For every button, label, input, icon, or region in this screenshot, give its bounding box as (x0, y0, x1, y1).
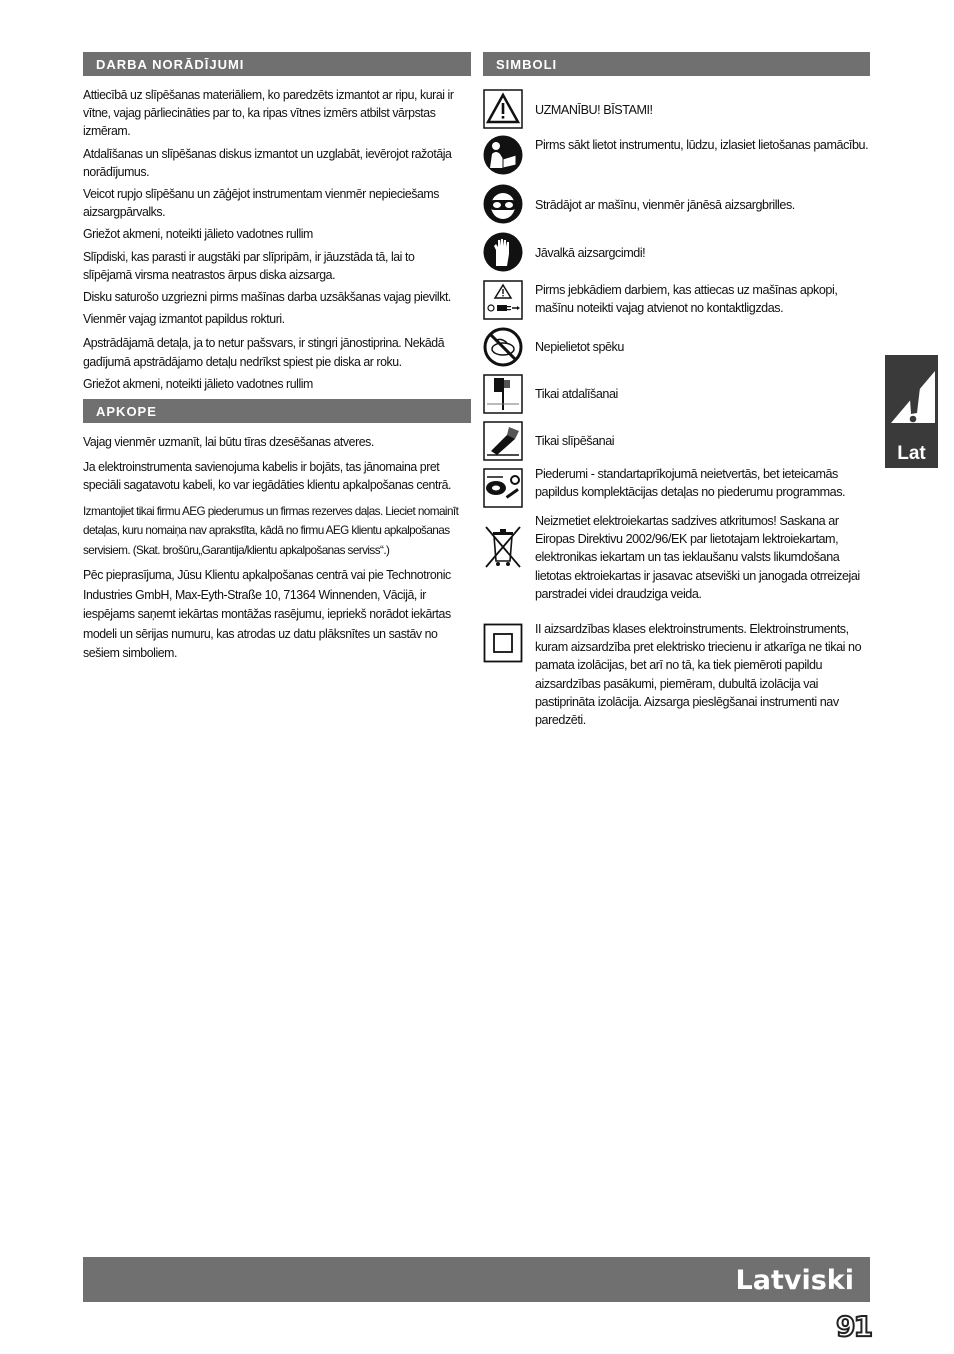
warning-exclamation-icon (887, 361, 937, 436)
paragraph: Izmantojiet tikai firmu AEG piederumus un firmas rezerves daļas. Lieciet nomainīt detaļas, kuru nomaiņa nav aprakstīta, kādā no firmu AEG klientu apkalpošanas servisiem. (Skat. brošūru„Garantija/klientu apkalpošanas serviss“.) (83, 503, 459, 557)
paragraph: Pēc pieprasījuma, Jūsu Klientu apkalpošanas centrā vai pie Technotronic Industries GmbH, Max-Eyth-Straße 10, 71364 Winnenden, Vācijā, ir iespējams saņemt iekārtas montāžas rasējumu, iepriekš norādot iekārtas modeli un sērijas numuru, kas atrodas uz datu plāksnītes un sastāv no sešiem simboliem. (83, 568, 451, 661)
symbol-row (483, 280, 870, 320)
symbol-text: Pirms sākt lietot instrumentu, lūdzu, izlasiet lietošanas pamācību. (535, 138, 869, 152)
symbols-column (483, 52, 870, 728)
paragraph: Ja elektroinstrumenta savienojuma kabelis ir bojāts, tas jānomaina pret speciāli sagatavotu kabeli, ko var iegādāties klientu apkalpošanas centrā. (83, 460, 452, 493)
section-heading-symbols: SIMBOLI (483, 52, 870, 76)
symbol-text: Pirms jebkādiem darbiem, kas attiecas uz mašīnas apkopi, mašīnu noteikti vajag atvienot no kontaktligzdas. (535, 283, 838, 316)
symbol-text: UZMANĪBU! BĪSTAMI! (535, 103, 653, 117)
page-number: 91 (836, 1310, 871, 1343)
symbol-row (483, 89, 870, 129)
symbol-text: II aizsardzības klases elektroinstruments. Elektroinstruments, kuram aizsardzība pret elektrisko triecienu ir atkarīga ne tikai no pamata izolācijas, bet arī no tā, ka tiek piemēroti papildu aizsardzības pasākumi, piemēram, dubultā izolācija vai pastiprināta izolācija. Aizsarga pieslēgšanai instrumenti nav paredzēti. (535, 622, 862, 728)
symbol-text: Neizmetiet elektroiekartas sadzives atkritumos! Saskana ar Eiropas Direktivu 2002/96/EK par lietotajam lektroiekartam, elektronikas iekartam un tas ieklaušanu valsts likumdošana lietotas ektroiekartas ir jasavac atseviški un janogada otrreizejai parstradei videi draudziga veida. (535, 514, 860, 601)
paragraph: Veicot rupjo slīpēšanu un zāģējot instrumentam vienmēr nepieciešams aizsargpārvalks. (83, 187, 440, 220)
symbol-row (483, 514, 870, 603)
left-column (83, 52, 471, 664)
language-label: Lat (897, 443, 926, 464)
unplug-icon (483, 280, 523, 320)
gloves-icon (483, 232, 523, 272)
symbol-text: Strādājot ar mašīnu, vienmēr jānēsā aizsargbrilles. (535, 198, 795, 212)
symbol-row (483, 184, 870, 224)
language-tab (885, 355, 938, 468)
footer-language-band: Latviski (83, 1257, 870, 1302)
paragraph: Slīpdiski, kas parasti ir augstāki par slīpripām, ir jāuzstāda tā, lai to slīpējamā virsma neatrastos ārpus diska aizsarga. (83, 249, 415, 282)
symbol-row (483, 135, 870, 175)
paragraph: Griežot akmeni, noteikti jālieto vadotnes rullim (83, 227, 313, 242)
paragraph: Atdalīšanas un slīpēšanas diskus izmantot un uzglabāt, ievērojot ražotāja norādījumus. (83, 146, 452, 179)
symbol-row (483, 374, 870, 414)
paragraph: Vienmēr vajag izmantot papildus rokturi. (83, 312, 285, 327)
warning-triangle-icon (483, 89, 523, 129)
symbol-row (483, 327, 870, 367)
symbol-text: Tikai atdalīšanai (535, 387, 618, 401)
symbol-row (483, 468, 870, 508)
paragraph: Disku saturošo uzgriezni pirms mašīnas darba uzsākšanas vajag pievilkt. (83, 290, 451, 305)
safety-goggles-icon (483, 184, 523, 224)
paragraph: Apstrādājamā detaļa, ja to netur pašsvars, ir stingri jānostiprina. Nekādā gadījumā apstrādājamo detaļu nedrīkst spiest pie diska ar roku. (83, 336, 445, 369)
symbol-text: Jāvalkā aizsargcimdi! (535, 246, 646, 260)
paragraph: Attiecībā uz slīpēšanas materiāliem, ko paredzēts izmantot ar ripu, kurai ir vītne, vajag pārliecināties par to, ka ripas vītnes izmērs atbilst vārpstas izmēram. (83, 88, 454, 139)
paragraph: Griežot akmeni, noteikti jālieto vadotnes rullim (83, 376, 313, 391)
double-insulation-icon (483, 623, 523, 663)
accessories-icon (483, 468, 523, 508)
symbol-text: Tikai slīpēšanai (535, 434, 615, 448)
cutting-only-icon (483, 374, 523, 414)
weee-bin-icon (483, 523, 523, 571)
section-heading-work-instructions: DARBA NORĀDĪJUMI (83, 52, 471, 76)
read-manual-icon (483, 135, 523, 175)
no-force-icon (483, 327, 523, 367)
symbol-row (483, 421, 870, 461)
paragraph: Vajag vienmēr uzmanīt, lai būtu tīras dzesēšanas atveres. (83, 435, 374, 450)
grinding-only-icon (483, 421, 523, 461)
symbol-text: Piederumi - standartaprīkojumā neietvertās, bet ieteicamās papildus komplektācijas detaļas no piederumu programmas. (535, 467, 846, 500)
symbol-text: Nepielietot spēku (535, 340, 624, 354)
symbol-row (483, 623, 870, 729)
symbol-row (483, 232, 870, 272)
section-heading-maintenance: APKOPE (83, 399, 471, 423)
